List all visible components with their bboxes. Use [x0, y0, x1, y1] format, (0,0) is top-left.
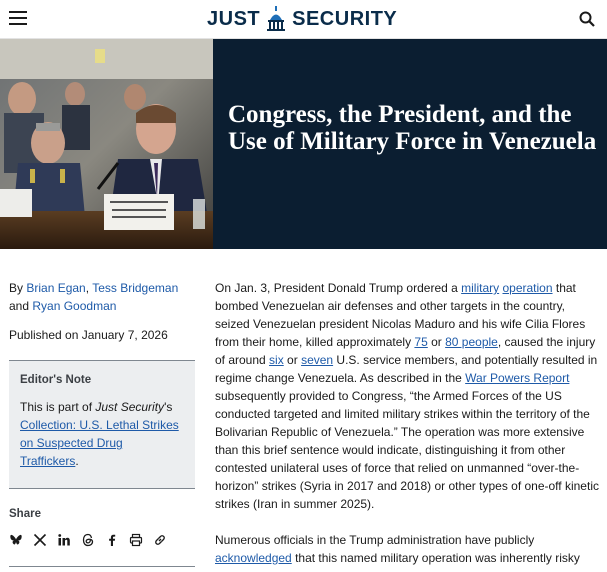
divider [9, 488, 195, 489]
article-title: Congress, the President, and the Use of Military Force in Venezuela [228, 101, 597, 155]
hero-photo [0, 39, 213, 249]
menu-icon[interactable] [9, 11, 27, 27]
editors-note-text: This is part of Just Security's Collection: U.S. Lethal Strikes on Suspected Drug Traffickers. [20, 400, 179, 468]
x-icon[interactable] [33, 532, 57, 548]
author-link-3[interactable]: Ryan Goodman [32, 299, 117, 313]
byline-separator: , [85, 281, 90, 295]
threads-icon[interactable] [81, 532, 105, 548]
logo-text-security: SECURITY [292, 7, 398, 30]
byline-and: and [9, 299, 30, 313]
search-icon[interactable] [579, 11, 595, 27]
byline-prefix: By [9, 281, 24, 295]
published-date: Published on January 7, 2026 [9, 328, 168, 342]
link-military[interactable]: military [461, 281, 500, 295]
divider [9, 566, 195, 567]
capitol-dome-icon [263, 6, 289, 32]
article-body [215, 279, 601, 572]
link-80-people[interactable]: 80 people [445, 335, 498, 349]
link-icon[interactable] [153, 532, 177, 548]
logo-text-just: JUST [207, 7, 261, 30]
link-seven[interactable]: seven [301, 353, 334, 367]
site-logo[interactable] [207, 5, 397, 33]
link-acknowledged[interactable]: acknowledged [215, 551, 292, 565]
facebook-icon[interactable] [105, 532, 129, 548]
site-header [0, 0, 607, 39]
link-operation[interactable]: operation [502, 281, 553, 295]
publication-name: Just Security [95, 400, 165, 414]
link-75[interactable]: 75 [414, 335, 428, 349]
share-label: Share [9, 508, 41, 520]
author-link-2[interactable]: Tess Bridgeman [92, 281, 179, 295]
collection-link[interactable]: Collection: U.S. Lethal Strikes on Suspected Drug Traffickers [20, 418, 179, 468]
article-paragraph-2: Numerous officials in the Trump administration have publicly acknowledged that this named military operation was inherently risky [215, 533, 580, 565]
article-paragraph-1: On Jan. 3, President Donald Trump ordered a military operation that bombed Venezuelan air defenses and other targets in the country, seized Venezuelan president Nicolas Maduro and his wife Cilia Flores from their home, killed approximately 75 or 80 people, caused the injury of around six or seven U.S. service members, and potentially resulted in regime change Venezuela. As described in the War Powers Report subsequently provided to Congress, “the Armed Forces of the US conducted targeted and limited military strikes within the territory of the Bolivarian Republic of Venezuela.” The operation was more extensive than this brief sentence would indicate, distinguishing it from other contested unilateral uses of force that relied on unmanned “over-the-horizon” strikes (Syria in 2017 and 2018) or other types of one-off kinetic strikes (Iran in summer 2025). [215, 281, 599, 511]
editors-note [9, 361, 195, 488]
hero-banner [0, 39, 607, 249]
print-icon[interactable] [129, 532, 153, 548]
bluesky-icon[interactable] [9, 532, 33, 548]
hearing-photo-illustration [0, 39, 213, 249]
linkedin-icon[interactable] [57, 532, 81, 548]
author-link-1[interactable]: Brian Egan [26, 281, 86, 295]
byline [9, 279, 199, 315]
link-war-powers-report[interactable]: War Powers Report [465, 371, 570, 385]
link-six[interactable]: six [269, 353, 284, 367]
editors-note-heading: Editor's Note [20, 374, 92, 386]
share-buttons [9, 532, 177, 548]
